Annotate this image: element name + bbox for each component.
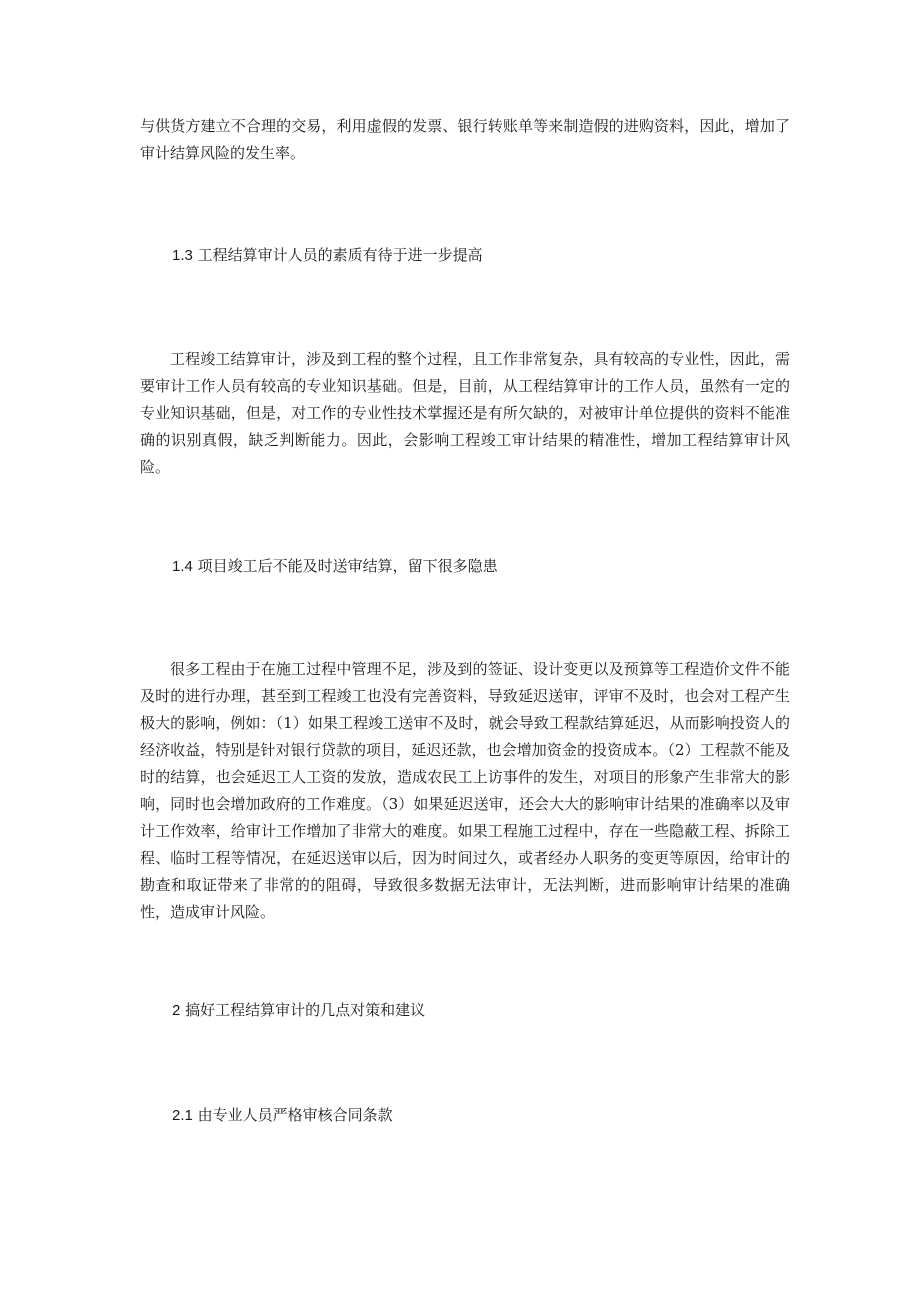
section-heading-2-1	[172, 1102, 393, 1129]
section-title: 由专业人员严格审核合同条款	[197, 1106, 393, 1124]
section-heading-1-3	[172, 242, 483, 269]
section-number: 1.4	[172, 558, 193, 575]
section-title: 工程结算审计人员的素质有待于进一步提高	[197, 246, 483, 264]
section-title: 项目竣工后不能及时送审结算，留下很多隐患	[197, 557, 498, 575]
section-number: 2.1	[172, 1107, 193, 1124]
paragraph-1-3: 工程竣工结算审计，涉及到工程的整个过程，且工作非常复杂，具有较高的专业性，因此，需要审计工作人员有较高的专业知识基础。但是，目前，从工程结算审计的工作人员，虽然有一定的专业知识基础，但是，对工作的专业性技术掌握还是有所欠缺的，对被审计单位提供的资料不能准确的识别真假，缺乏判断能力。因此，会影响工程竣工审计结果的精准性，增加工程结算审计风险。	[140, 350, 790, 476]
section-number: 1.3	[172, 247, 193, 264]
section-heading-2	[172, 997, 425, 1024]
paragraph-1-4: 很多工程由于在施工过程中管理不足，涉及到的签证、设计变更以及预算等工程造价文件不能及时的进行办理，甚至到工程竣工也没有完善资料，导致延迟送审，评审不及时，也会对工程产生极大的影响，例如：（1）如果工程竣工送审不及时，就会导致工程款结算延迟，从而影响投资人的经济收益，特别是针对银行贷款的项目，延迟还款，也会增加资金的投资成本。（2）工程款不能及时的结算，也会延迟工人工资的发放，造成农民工上访事件的发生，对项目的形象产生非常大的影响，同时也会增加政府的工作难度。（3）如果延迟送审，还会大大的影响审计结果的准确率以及审计工作效率，给审计工作增加了非常大的难度。如果工程施工过程中，存在一些隐蔽工程、拆除工程、临时工程等情况，在延迟送审以后，因为时间过久，或者经办人职务的变更等原因，给审计的勘查和取证带来了非常的的阻碍，导致很多数据无法审计，无法判断，进而影响审计结果的准确性，造成审计风险。	[140, 660, 790, 921]
section-heading-1-4	[172, 553, 498, 580]
paragraph-intro: 与供货方建立不合理的交易，利用虚假的发票、银行转账单等来制造假的进购资料，因此，增加了审计结算风险的发生率。	[140, 117, 790, 162]
section-title: 搞好工程结算审计的几点对策和建议	[185, 1001, 426, 1019]
section-number: 2	[172, 1002, 181, 1019]
